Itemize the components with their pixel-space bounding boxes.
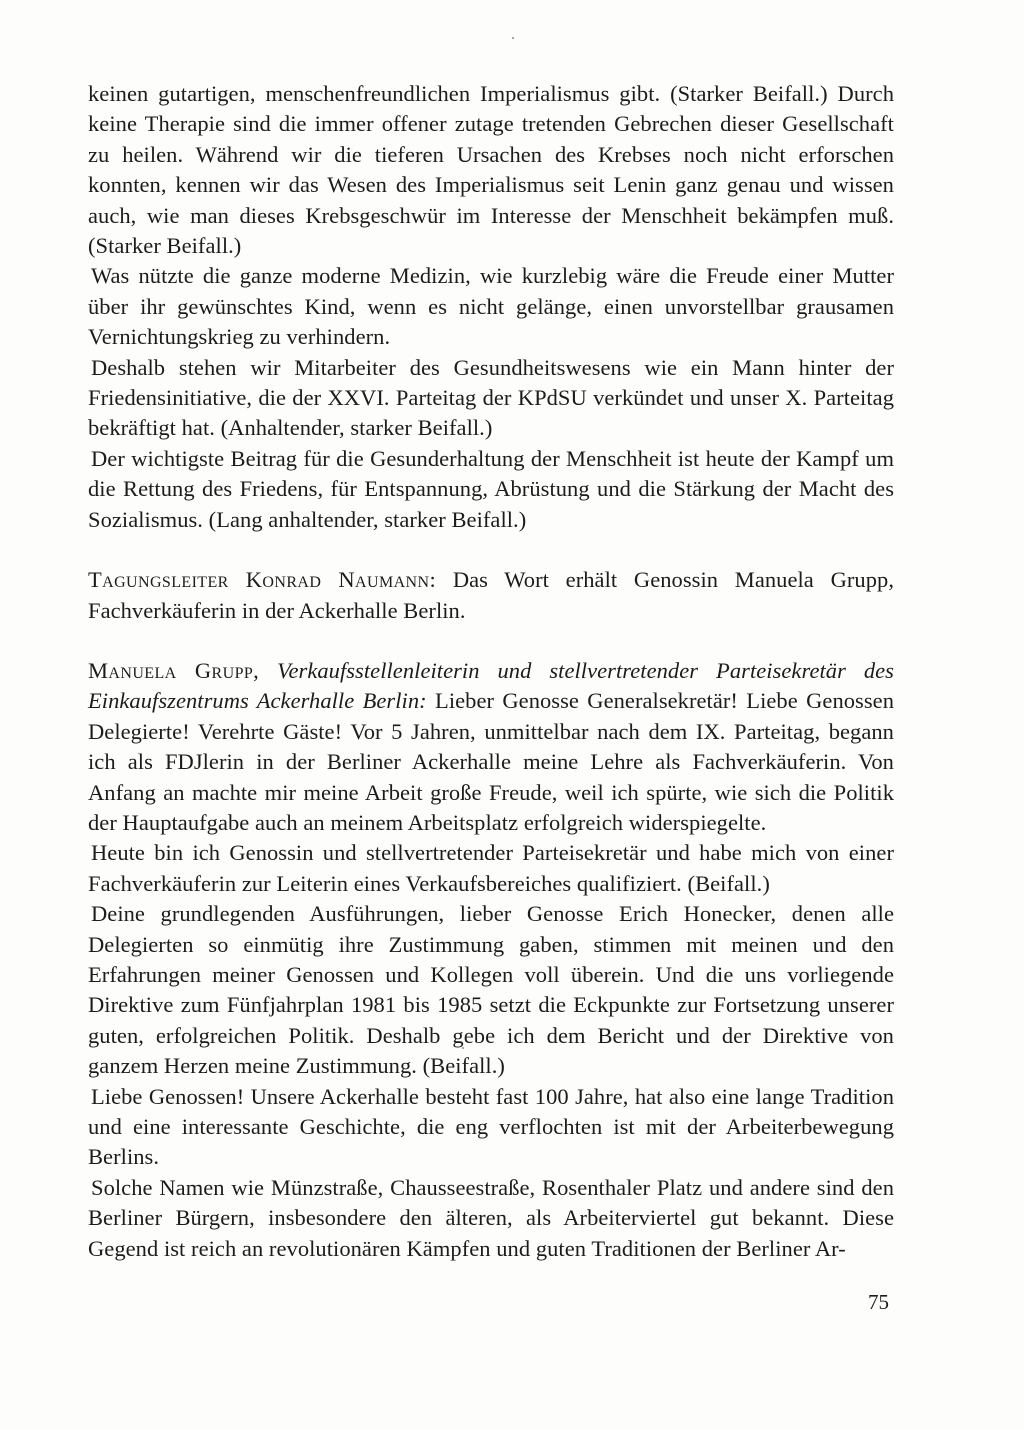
paragraph: Der wichtigste Beitrag für die Gesunderhaltung der Menschheit ist heute der Kampf um die Rettung des Friedens, für Entspannung, Abrüstung und die Stärkung der Macht des Sozialismus. (Lang anhaltender, starker Beifall.) [88, 445, 894, 532]
paragraph: Was nützte die ganze moderne Medizin, wie kurzlebig wäre die Freude einer Mutter über ihr gewünschtes Kind, wenn es nicht gelänge, einen unvorstellbar grausamen Vernichtungskrieg zu verhindern. [88, 263, 894, 350]
speech-intro [88, 656, 894, 838]
scan-speck [512, 37, 514, 39]
chair-speaker: Tagungsleiter Konrad Naumann: [88, 567, 437, 593]
speech-speaker: Manuela Grupp, [88, 657, 260, 683]
chair-text: Das Wort erhält Genossin Manuela Grupp, Fachverkäuferin in der Ackerhalle Berlin. [88, 567, 894, 623]
paragraph: Deine grundlegenden Ausführungen, lieber Genosse Erich Honecker, denen alle Delegierten so einmütig ihre Zustimmung gaben, stimmen mit meinen und den Erfahrungen meiner Genossen und Kollegen voll überein. Und die uns vorliegende Direktive zum Fünfjahrplan 1981 bis 1985 setzt die Eckpunkte zur Fortsetzung unserer guten, erfolgreichen Politik. Deshalb gebe ich dem Bericht und der Direktive von ganzem Herzen meine Zustimmung. (Beifall.) [88, 901, 894, 1079]
speech-text: Lieber Genosse Generalsekretär! Liebe Genossen Delegierte! Verehrte Gäste! Vor 5 Jahren, unmittelbar nach dem IX. Parteitag, begann ich als FDJlerin in der Berliner Ackerhalle meine Lehre als Fachverkäuferin. Von Anfang an machte mir meine Arbeit große Freude, weil ich spürte, wie sich die Politik der Hauptaufgabe auch an meinem Arbeitsplatz erfolgreich widerspiegelte. [88, 688, 894, 835]
speech-role: Verkaufsstellenleiterin und stellvertretender Parteisekretär des Einkaufszentrums Ackerhalle Berlin: [88, 657, 894, 714]
paragraph: Liebe Genossen! Unsere Ackerhalle besteht fast 100 Jahre, hat also eine lange Tradition und eine interessante Geschichte, die eng verflochten ist mit der Arbeiterbewegung Berlins. [88, 1083, 894, 1170]
page-number: 75 [868, 1290, 889, 1314]
body-text [88, 79, 894, 1264]
paragraph: Heute bin ich Genossin und stellvertretender Parteisekretär und habe mich von einer Fachverkäuferin zur Leiterin eines Verkaufsbereiches qualifiziert. (Beifall.) [88, 840, 894, 896]
paragraph: Solche Namen wie Münzstraße, Chausseestraße, Rosenthaler Platz und andere sind den Berliner Bürgern, insbesondere den älteren, als Arbeiterviertel gut bekannt. Diese Gegend ist reich an revolutionären Kämpfen und guten Traditionen der Berliner Ar- [88, 1174, 894, 1261]
chair-announcement [88, 565, 894, 626]
paragraph: Deshalb stehen wir Mitarbeiter des Gesundheitswesens wie ein Mann hinter der Friedensinitiative, die der XXVI. Parteitag der KPdSU verkündet und unser X. Parteitag bekräftigt hat. (Anhaltender, starker Beifall.) [88, 354, 894, 441]
paragraph: keinen gutartigen, menschenfreundlichen Imperialismus gibt. (Starker Beifall.) Durch keine Therapie sind die immer offener zutage tretenden Gebrechen dieser Gesellschaft zu heilen. Während wir die tieferen Ursachen des Krebses noch nicht erforschen konnten, kennen wir das Wesen des Imperialismus seit Lenin ganz genau und wissen auch, wie man dieses Krebsgeschwür im Interesse der Menschheit bekämpfen muß. (Starker Beifall.) [88, 81, 894, 259]
